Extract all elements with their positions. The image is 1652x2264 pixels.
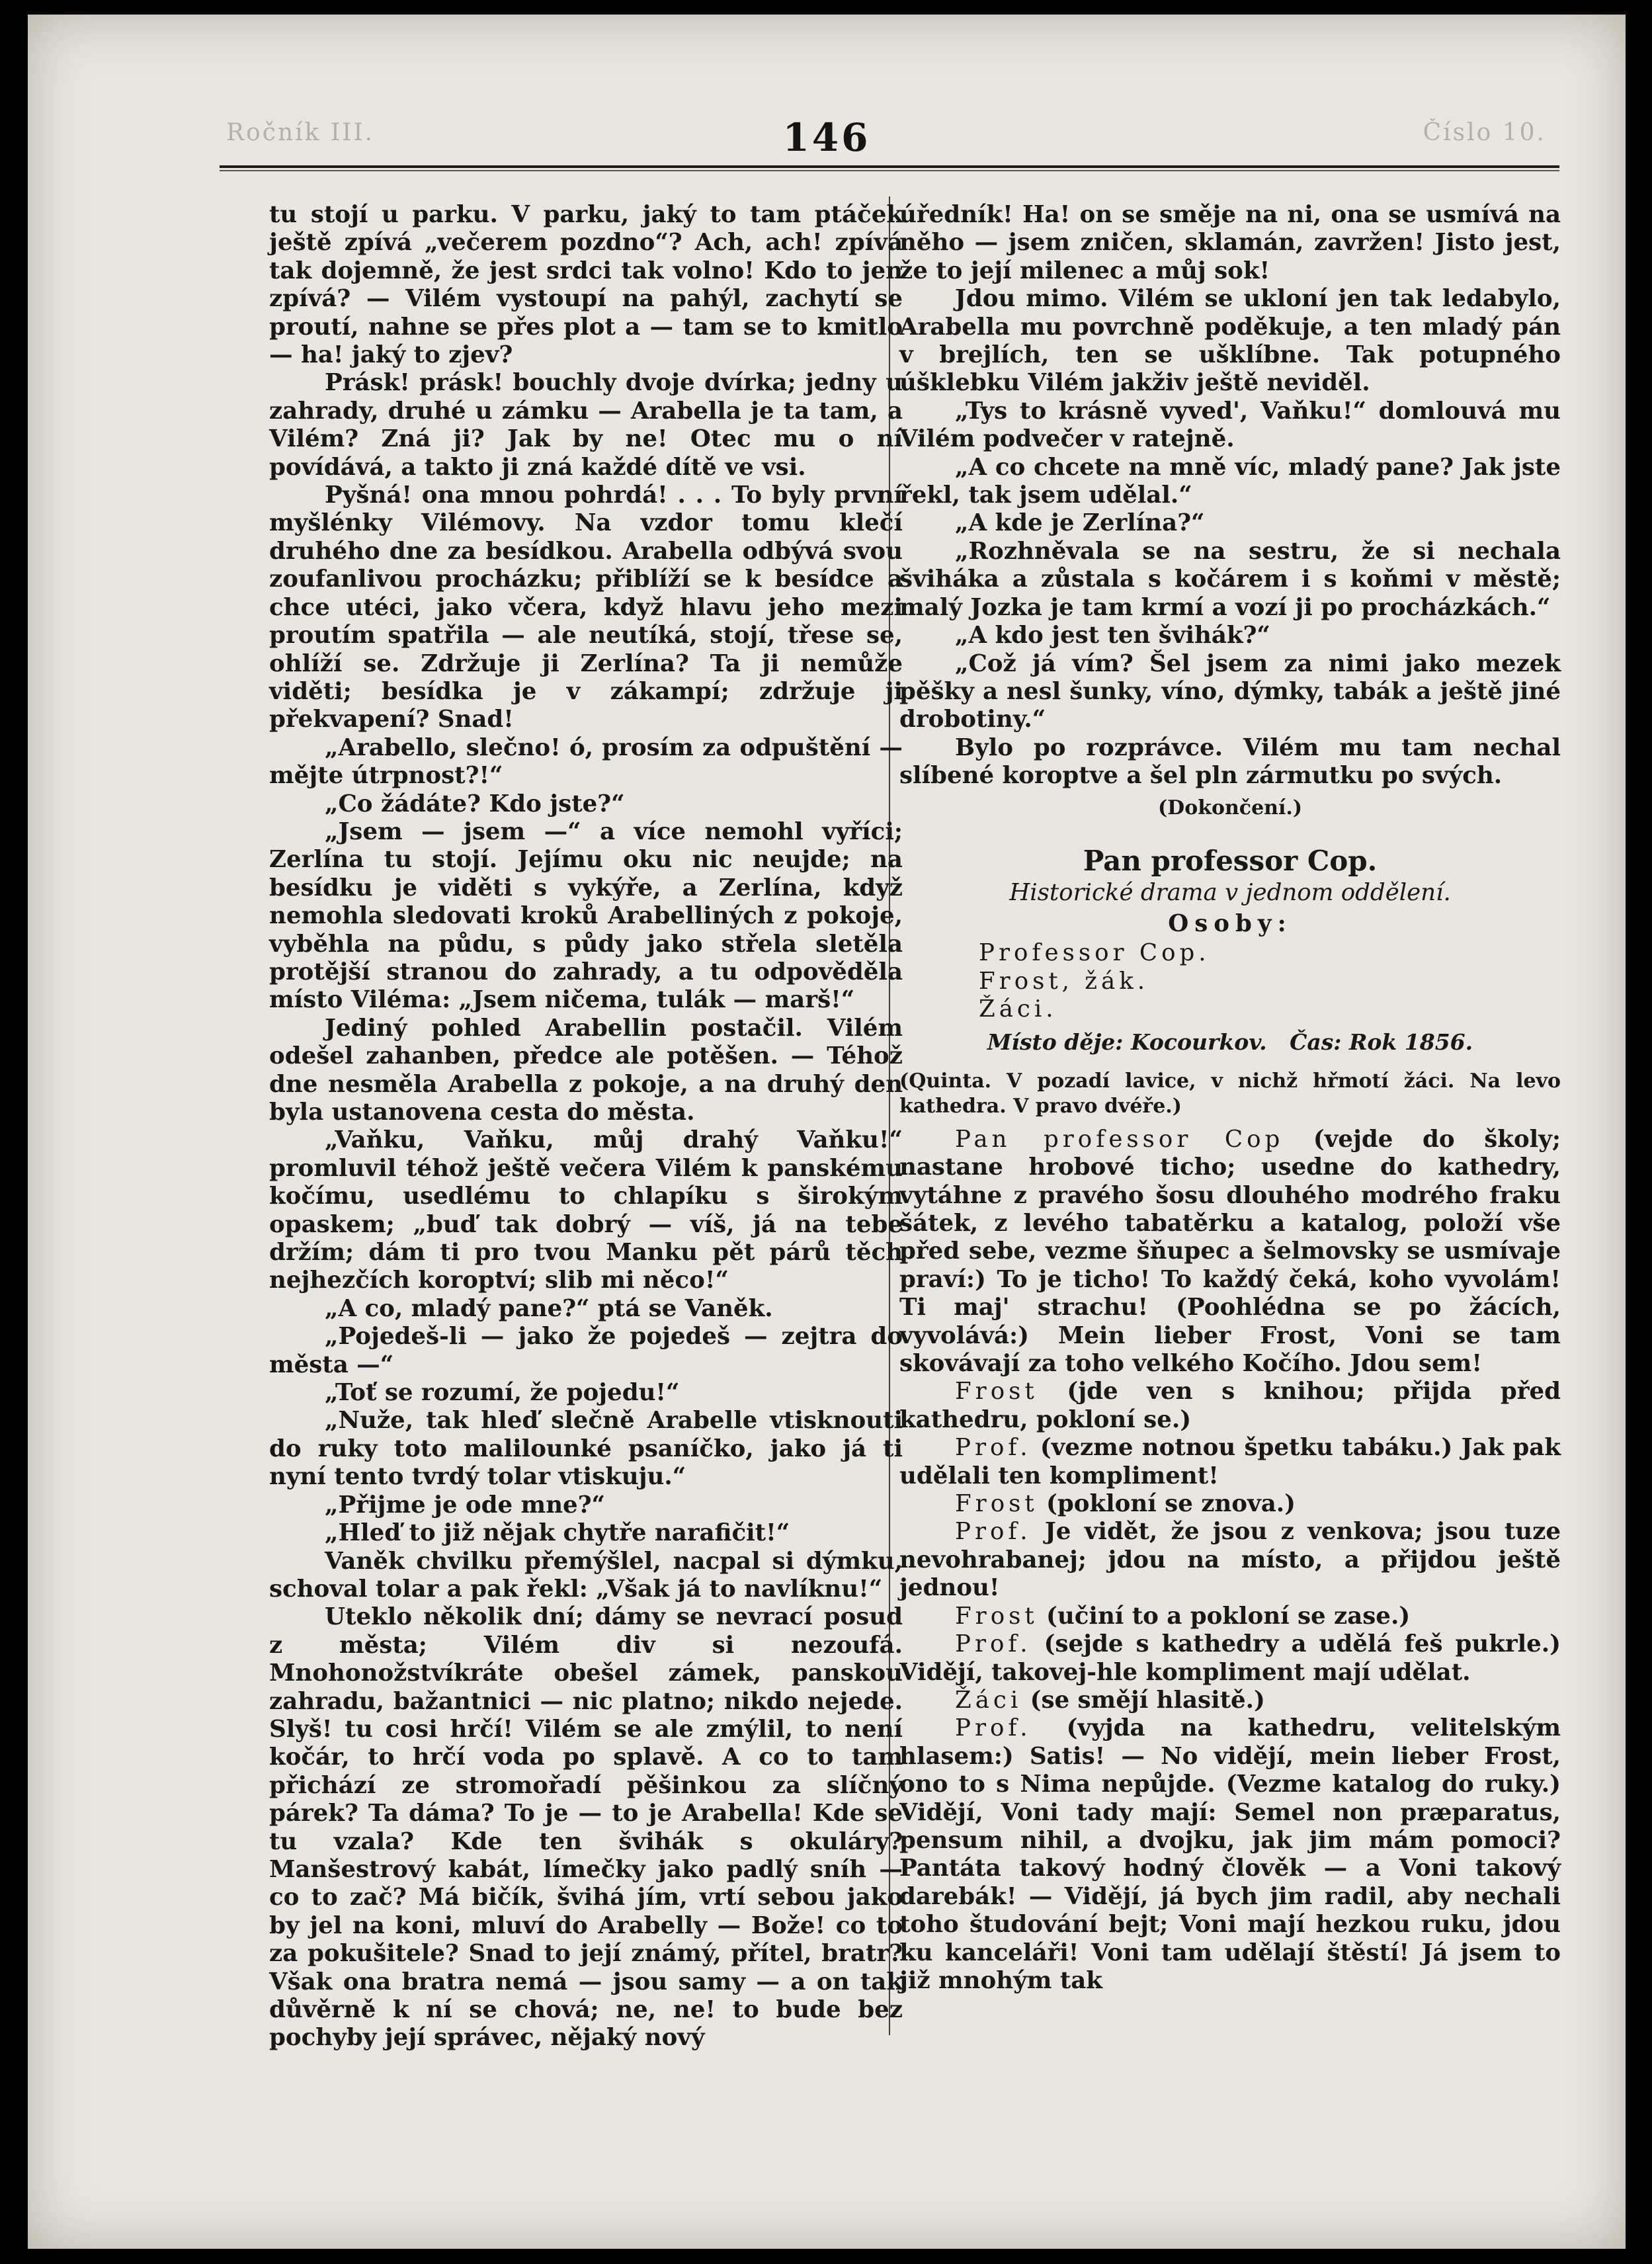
paragraph: tu stojí u parku. V parku, jaký to tam ptáček ještě zpívá „večerem pozdno“? Ach, ach! zpívá tak dojemně, že jest srdci tak volno! Kdo to jen zpívá? — Vilém vystoupí na pahýl, zachytí se proutí, nahne se přes plot a — tam se to kmitlo — ha! jaký to zjev? — [269, 201, 903, 369]
paragraph: „A co, mladý pane?“ ptá se Vaněk. — [325, 1294, 773, 1322]
paragraph: „A kdo jest ten švihák?“ — [955, 622, 1270, 650]
paragraph: „Pojedeš-li — jako že pojedeš — zejtra do města —“ — [269, 1323, 903, 1378]
newspaper-page — [28, 15, 1626, 2249]
dialogue-text: (vyjda na kathedru, velitelským hlasem:) Satis! — No vidějí, mein lieber Frost, ono to s Nima nepůjde. (Vezme katalog do ruky.) Vidějí, Voni tady mají: Semel non præparatus, pensum nihil, a dvojku, jak jim mám pomoci? Pantáta takový hodný člověk — a Voni takový darebák! — Vidějí, já bych jim radil, aby nechali toho študování bejt; Voni mají hezkou ruku, jdou ku kanceláři! Voni tam udělají štěstí! Já jsem to již mnohým tak — [899, 1714, 1561, 1994]
paragraph: „Co žádáte? Kdo jste?“ — [325, 790, 625, 818]
speaker: Žáci — [955, 1686, 1022, 1714]
header-rule — [220, 165, 1559, 171]
dialogue-line — [899, 1714, 1561, 1995]
time-value: Rok 1856. — [1349, 1029, 1473, 1056]
paragraph: Vaněk chvilku přemýšlel, nacpal si dýmku, schoval tolar a pak řekl: „Však já to navlíknu!“ — [269, 1547, 903, 1603]
speaker: Frost — [955, 1602, 1038, 1630]
paragraph: „Hleď to již nějak chytře narafičit!“ — [325, 1519, 790, 1547]
paragraph: „Tys to krásně vyved', Vaňku!“ domlouvá mu Vilém podvečer v ratejně. — [899, 397, 1561, 453]
paragraph: „Toť se rozumí, že pojedu!“ — [325, 1379, 680, 1407]
page-header — [28, 93, 1626, 165]
paragraph: „Což já vím? Šel jsem za nimi jako mezek pěšky a nesl šunky, víno, dýmky, tabák a ještě jiné drobotiny.“ — [899, 650, 1561, 734]
volume-label: Ročník III. — [226, 119, 375, 146]
left-column — [269, 201, 903, 2052]
dialogue-line — [899, 1126, 1561, 1378]
play-title: Pan professor Cop. — [1083, 844, 1378, 877]
cast-member: Frost, žák. — [979, 967, 1149, 995]
time-label: Čas: — [1290, 1029, 1342, 1056]
paragraph: Jdou mimo. Vilém se ukloní jen tak ledabylo, Arabella mu povrchně poděkuje, a ten mladý pán v brejlích, ten se ušklíbne. Tak potupného úšklebku Vilém jakživ ještě neviděl. — [899, 285, 1561, 397]
paragraph: Pyšná! ona mnou pohrdá! . . . To byly první myšlénky Vilémovy. Na vzdor tomu klečí druhého dne za besídkou. Arabella odbývá svou zoufanlivou procházku; přiblíží se k besídce a chce utéci, jako včera, když hlavu jeho mezi proutím spatřila — ale neutíká, stojí, třese se, ohlíží se. Zdržuje ji Zerlína? Ta ji nemůže viděti; besídka je v zákampí; zdržuje ji překvapení? Snad! — [269, 482, 903, 734]
dialogue-text: (učiní to a pokloní se zase.) — [1038, 1602, 1411, 1630]
dialogue-text: (se smějí hlasitě.) — [1022, 1686, 1265, 1714]
dialogue-text: (sejde s kathedry a udělá feš pukrle.) Vidějí, takovej-hle kompliment mají udělat. — [899, 1630, 1561, 1686]
paragraph: Bylo po rozprávce. Vilém mu tam nechal slíbené koroptve a šel pln zármutku po svých. — [899, 734, 1561, 790]
dialogue-text: (pokloní se znova.) — [1038, 1490, 1296, 1518]
play-subtitle: Historické drama v jednom oddělení. — [1009, 879, 1451, 907]
dialogue-line — [899, 1603, 1561, 1630]
dialogue-text: (vezme notnou špetku tabáku.) Jak pak udělali ten kompliment! — [899, 1434, 1561, 1489]
paragraph: Prásk! prásk! bouchly dvoje dvírka; jedny u zahrady, druhé u zámku — Arabella je ta tam, a Vilém? Zná ji? Jak by ne! Otec mu o ní povídává, a takto ji zná každé dítě ve vsi. — [269, 369, 903, 481]
speaker: Prof. — [955, 1630, 1032, 1658]
dialogue-line — [899, 1518, 1561, 1602]
speaker: Pan professor Cop — [955, 1125, 1284, 1153]
paragraph: „Jsem — jsem —“ a více nemohl vyříci; Zerlína tu stojí. Jejímu oku nic neujde; na besídku je viděti s vykýře, a Zerlína, když nemohla sledovati kroků Arabelliných z pokoje, vyběhla na půdu, s půdy jako střela sletěla protější stranou do zahrady, a tu odpověděla místo Viléma: „Jsem ničema, tulák — marš!“ — [269, 818, 903, 1014]
page-number: 146 — [782, 115, 871, 160]
dialogue-line — [899, 1490, 1561, 1518]
speaker: Prof. — [955, 1518, 1032, 1546]
dialogue-line — [899, 1687, 1561, 1714]
dialogue-text: (jde ven s knihou; přijda před kathedru, pokloní se.) — [899, 1378, 1561, 1433]
dialogue-text: Je vidět, že jsou z venkova; jsou tuze nevohrabanej; jdou na místo, a přijdou ještě jednou! — [899, 1518, 1561, 1602]
persons-heading: Osoby: — [1168, 909, 1292, 937]
speaker: Prof. — [955, 1434, 1032, 1462]
dialogue-line — [899, 1434, 1561, 1490]
place-value: Kocourkov. — [1130, 1029, 1267, 1056]
paragraph: „Arabello, slečno! ó, prosím za odpuštění — mějte útrpnost?!“ — [269, 734, 903, 790]
dialogue-line — [899, 1378, 1561, 1434]
speaker: Prof. — [955, 1714, 1032, 1742]
paragraph: úředník! Ha! on se směje na ni, ona se usmívá na něho — jsem zničen, sklamán, zavržen! Jisto jest, že to její milenec a můj sok! — [899, 201, 1561, 284]
cast-member: Žáci. — [979, 995, 1057, 1023]
paragraph: „Vaňku, Vaňku, můj drahý Vaňku!“ promluvil téhož ještě večera Vilém k panskému kočímu, usedlému to chlapíku s širokým opaskem; „buď tak dobrý — víš, já na tebe držím; dám ti pro tvou Manku pět párů těch nejhezčích koroptví; slib mi něco!“ — [269, 1126, 903, 1294]
setting-line — [899, 1028, 1561, 1056]
paragraph: „A co chcete na mně víc, mladý pane? Jak jste řekl, tak jsem udělal.“ — [899, 453, 1561, 509]
paragraph: „Přijme je ode mne?“ — [325, 1491, 606, 1519]
paragraph: Jediný pohled Arabellin postačil. Vilém odešel zahanben, předce ale potěšen. — Téhož dne nesměla Arabella z pokoje, a na druhý den byla ustanovena cesta do města. — [269, 1014, 903, 1126]
dialogue-line — [899, 1630, 1561, 1687]
speaker: Frost — [955, 1490, 1038, 1518]
issue-label: Číslo 10. — [1423, 119, 1546, 146]
stage-direction: (Quinta. V pozadí lavice, v nichž hřmotí žáci. Na levo kathedra. V pravo dvéře.) — [899, 1069, 1561, 1118]
right-column — [899, 201, 1561, 1995]
paragraph: „Nuže, tak hleď slečně Arabelle vtisknouti do ruky toto malilounké psaníčko, jako já ti nyní tento tvrdý tolar vtiskuju.“ — [269, 1407, 903, 1491]
continued-note: (Dokončení.) — [1157, 796, 1303, 819]
cast-member: Professor Cop. — [979, 939, 1210, 967]
speaker: Frost — [955, 1378, 1038, 1405]
place-label: Místo děje: — [987, 1029, 1124, 1056]
paragraph: „A kde je Zerlína?“ — [955, 509, 1205, 537]
dialogue-text: (vejde do školy; nastane hrobové ticho; usedne do kathedry, vytáhne z pravého šosu dlouhého modrého fraku šátek, z levého tabatěrku a katalog, položí vše před sebe, vezme šňupec a šelmovsky se usmívaje praví:) To je ticho! To každý čeká, koho vyvolám! Ti maj' strachu! (Poohlédna se po žácích, vyvolává:) Mein lieber Frost, Voni se tam skovávají za toho velkého Kočího. Jdou sem! — [899, 1125, 1561, 1378]
paragraph: Uteklo několik dní; dámy se nevrací posud z města; Vilém div si nezoufá. Mnohonožstvíkráte obešel zámek, panskou zahradu, bažantnici — nic platno; nikdo nejede. Slyš! tu cosi hrčí! Vilém se ale zmýlil, to není kočár, to hrčí voda po splavě. A co to tam přichází ze stromořadí pěšinkou za slíčný párek? Ta dáma? To je — to je Arabella! Kde se tu vzala? Kde ten švihák s okuláry? Manšestrový kabát, límečky jako padlý sníh — co to zač? Má bičík, švihá jím, vrtí sebou jako by jel na koni, mluví do Arabelly — Bože! co to za pokušitele? Snad to její známý, přítel, bratr? Však ona bratra nemá — jsou samy — a on tak důvěrně k ní se chová; ne, ne! to bude bez pochyby její správec, nějaký nový — [269, 1603, 903, 2052]
paragraph: „Rozhněvala se na sestru, že si nechala šviháka a zůstala s kočárem i s koňmi v městě; malý Jozka je tam krmí a vozí ji po procházkách.“ — [899, 537, 1561, 621]
